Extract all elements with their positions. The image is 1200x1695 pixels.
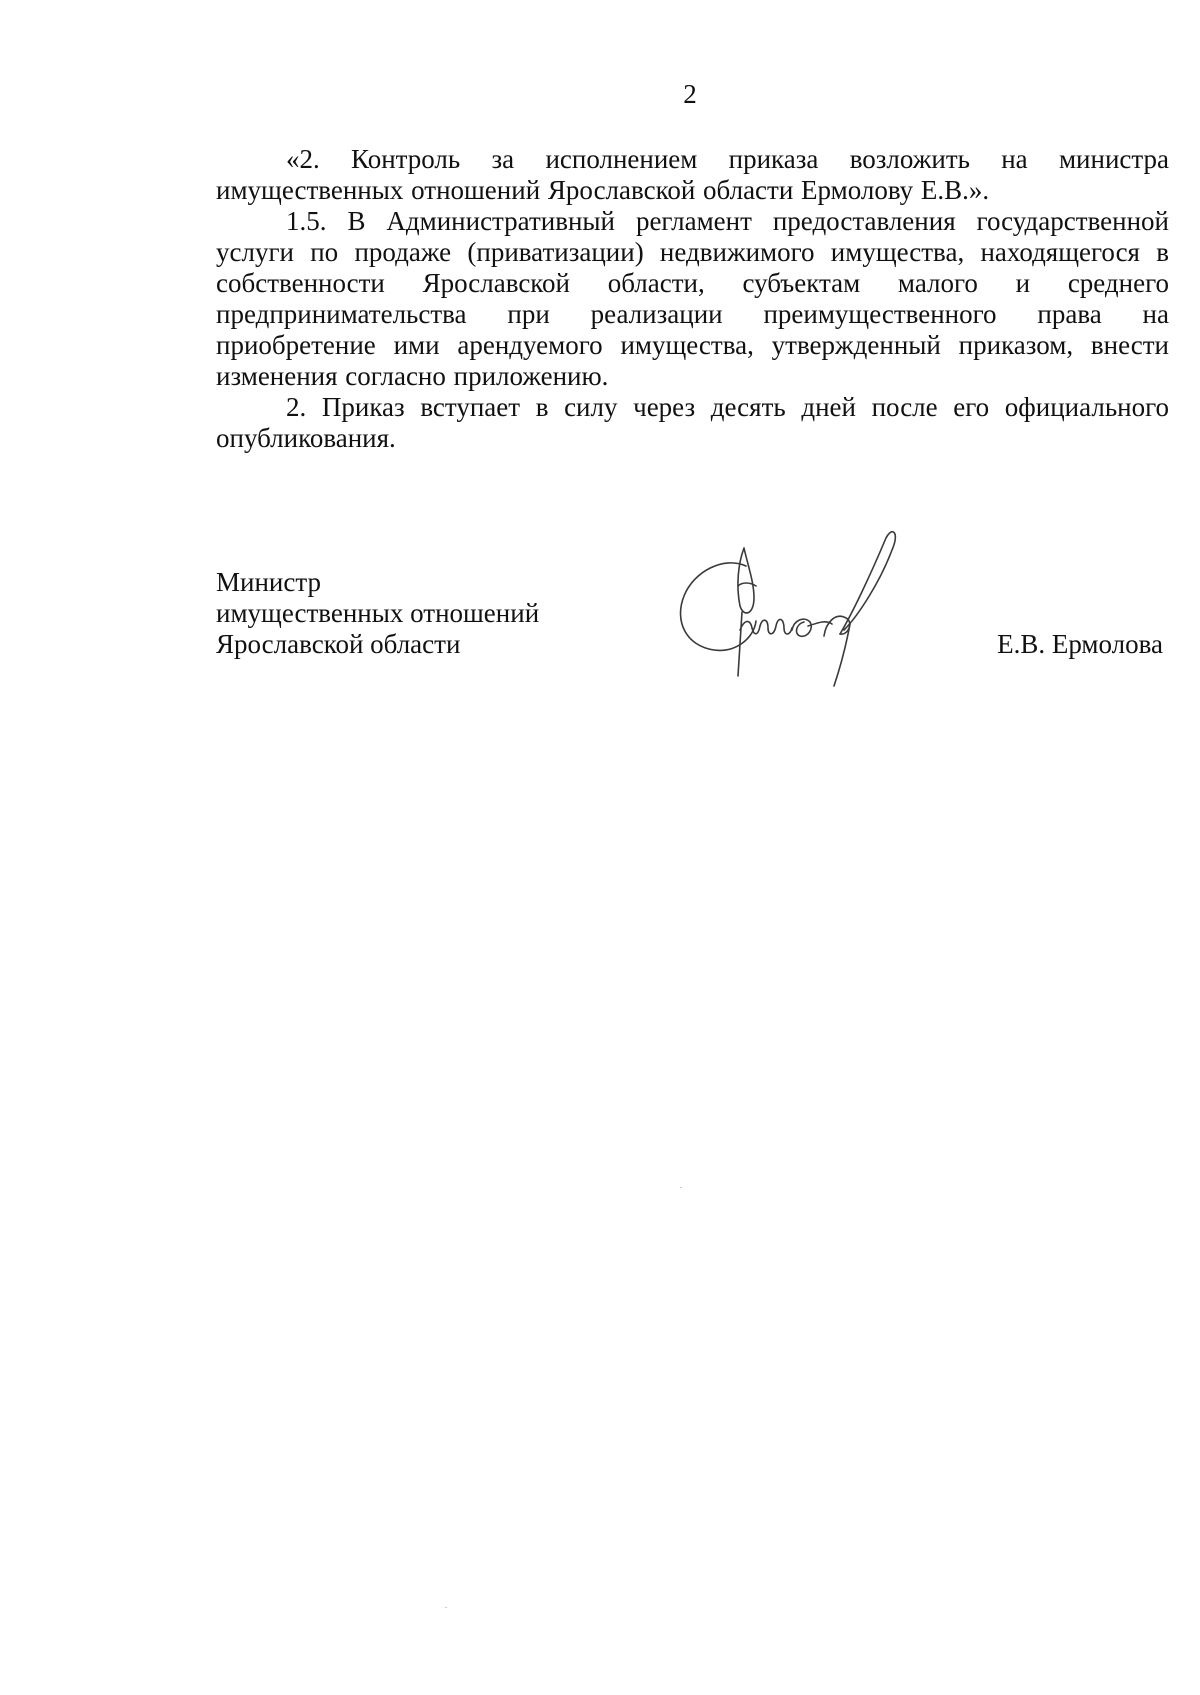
- handwritten-signature-icon: [674, 526, 914, 706]
- paragraph-entry-into-force: 2. Приказ вступает в силу через десять дней после его официального опубликования.: [216, 392, 1169, 453]
- page-number: 2: [683, 79, 697, 109]
- signer-position: [216, 567, 539, 660]
- signer-name: Е.В. Ермолова: [997, 629, 1163, 659]
- signer-position-line-3: Ярославской области: [216, 629, 461, 659]
- signer-position-line-2: имущественных отношений: [216, 598, 540, 628]
- scan-speck: [680, 1187, 682, 1188]
- paragraph-control-clause: «2. Контроль за исполнением приказа возложить на министра имущественных отношений Ярославской области Ермолову Е.В.».: [216, 144, 1169, 205]
- paragraph-regulation-amendment: 1.5. В Административный регламент предоставления государственной услуги по продаже (приватизации) недвижимого имущества, находящегося в собственности Ярославской области, субъектам малого и среднего предпринимательства при реализации преимущественного права на приобретение ими арендуемого имущества, утвержденный приказом, внести изменения согласно приложению.: [216, 206, 1169, 391]
- document-body: [216, 144, 1169, 454]
- scan-speck: [445, 1607, 447, 1608]
- signer-position-line-1: Министр: [216, 567, 321, 597]
